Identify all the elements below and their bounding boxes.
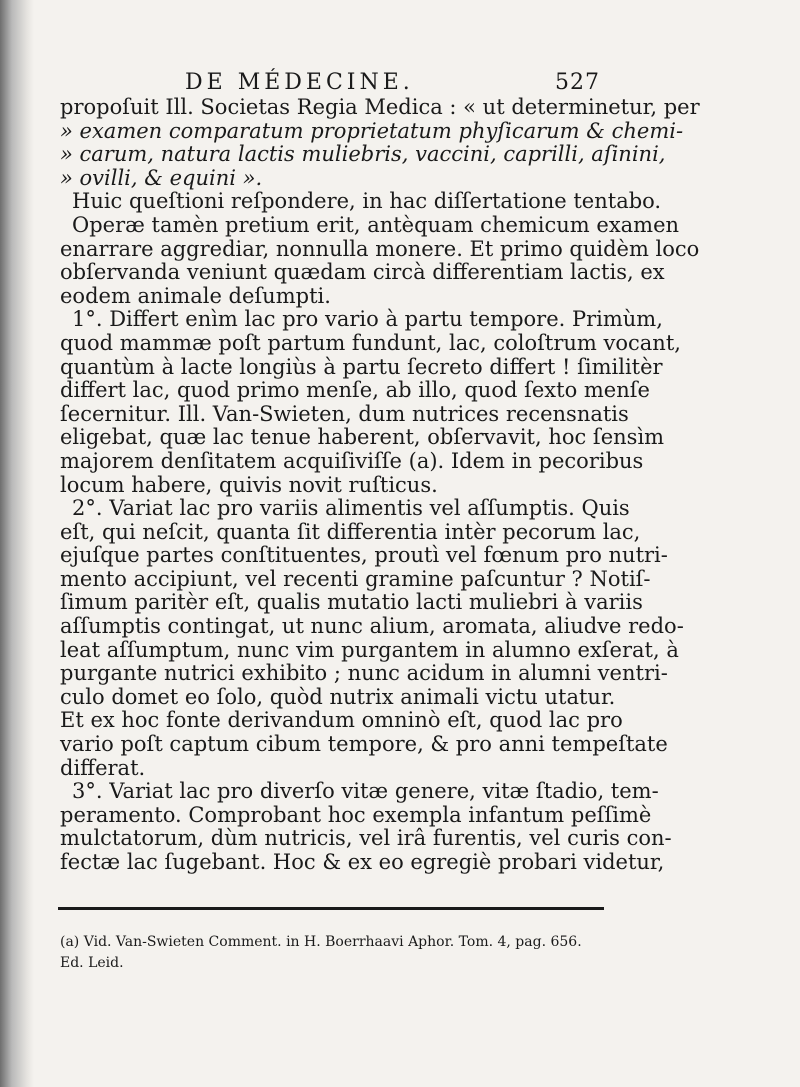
text-line: purgante nutrici exhibito ; nunc acidum in alumni ventri- bbox=[60, 661, 668, 686]
text-line: aſſumptis contingat, ut nunc alium, aromata, aliudve redo- bbox=[60, 614, 684, 639]
text-line: leat aſſumptum, nunc vim purgantem in alumno exſerat, à bbox=[60, 637, 679, 662]
running-title: DE MÉDECINE. bbox=[185, 70, 414, 95]
running-header bbox=[185, 64, 600, 98]
text-line: majorem denſitatem acquiſiviſſe (a). Idem in pecoribus bbox=[60, 448, 644, 473]
text-line: » examen comparatum proprietatum phyſicarum & chemi- bbox=[60, 118, 684, 143]
text-line: differt lac, quod primo menſe, ab illo, quod ſexto menſe bbox=[60, 378, 650, 403]
footnote-line: Ed. Leid. bbox=[60, 955, 124, 971]
text-line: Operæ tamèn pretium erit, antèquam chemicum examen bbox=[72, 212, 680, 237]
text-line: quantùm à lacte longiùs à partu ſecreto differt ! ſimilitèr bbox=[60, 354, 663, 379]
text-line: 2°. Variat lac pro variis alimentis vel aſſumptis. Quis bbox=[72, 496, 630, 521]
body-text bbox=[60, 95, 700, 875]
text-line: propoſuit Ill. Societas Regia Medica : « ut determinetur, per bbox=[60, 95, 700, 119]
text-line: vario poſt captum cibum tempore, & pro anni tempeſtate bbox=[60, 732, 668, 757]
text-line: obſervanda veniunt quædam circà differentiam lactis, ex bbox=[60, 260, 665, 285]
text-line: ejuſque partes conſtituentes, proutì vel fœnum pro nutri- bbox=[60, 543, 668, 568]
text-line: Et ex hoc fonte derivandum omninò eſt, quod lac pro bbox=[60, 708, 623, 733]
page-number: 527 bbox=[555, 70, 600, 95]
text-line: ſimum paritèr eſt, qualis mutatio lacti muliebri à variis bbox=[60, 590, 643, 615]
book-spine-shadow bbox=[0, 0, 34, 1087]
text-line: 1°. Differt enìm lac pro vario à partu tempore. Primùm, bbox=[72, 307, 663, 332]
text-line: eodem animale deſumpti. bbox=[60, 283, 331, 308]
text-line: ſecernitur. Ill. Van-Swieten, dum nutrices recensnatis bbox=[60, 401, 629, 426]
text-line: culo domet eo ſolo, quòd nutrix animali victu utatur. bbox=[60, 684, 616, 709]
footnote-rule bbox=[58, 907, 604, 910]
text-line: locum habere, quivis novit ruſticus. bbox=[60, 472, 438, 497]
text-line: mento accipiunt, vel recenti gramine paſcuntur ? Notiſ- bbox=[60, 566, 651, 591]
text-line: Huic queſtioni reſpondere, in hac diſſertatione tentabo. bbox=[72, 189, 662, 214]
footnote-line: (a) Vid. Van-Swieten Comment. in H. Boerrhaavi Aphor. Tom. 4, pag. 656. bbox=[60, 934, 582, 950]
text-line: » ovilli, & equini ». bbox=[60, 165, 263, 190]
text-line: mulctatorum, dùm nutricis, vel irâ furentis, vel curis con- bbox=[60, 826, 672, 851]
text-line: enarrare aggrediar, nonnulla monere. Et primo quidèm loco bbox=[60, 236, 700, 261]
text-line: differat. bbox=[60, 755, 146, 780]
text-line: eſt, qui neſcit, quanta ſit differentia intèr pecorum lac, bbox=[60, 519, 641, 544]
text-line: eligebat, quæ lac tenue haberent, obſervavit, hoc ſensìm bbox=[60, 425, 665, 450]
text-line: fectæ lac ſugebant. Hoc & ex eo egregiè probari videtur, bbox=[60, 850, 665, 874]
footnote bbox=[60, 932, 612, 974]
text-line: quod mammæ poſt partum fundunt, lac, coloſtrum vocant, bbox=[60, 330, 681, 355]
text-line: peramento. Comprobant hoc exempla infantum peſſimè bbox=[60, 802, 652, 827]
text-line: 3°. Variat lac pro diverſo vitæ genere, vitæ ſtadio, tem- bbox=[72, 779, 659, 804]
text-line: » carum, natura lactis muliebris, vaccini, caprilli, aſinini, bbox=[60, 142, 666, 167]
